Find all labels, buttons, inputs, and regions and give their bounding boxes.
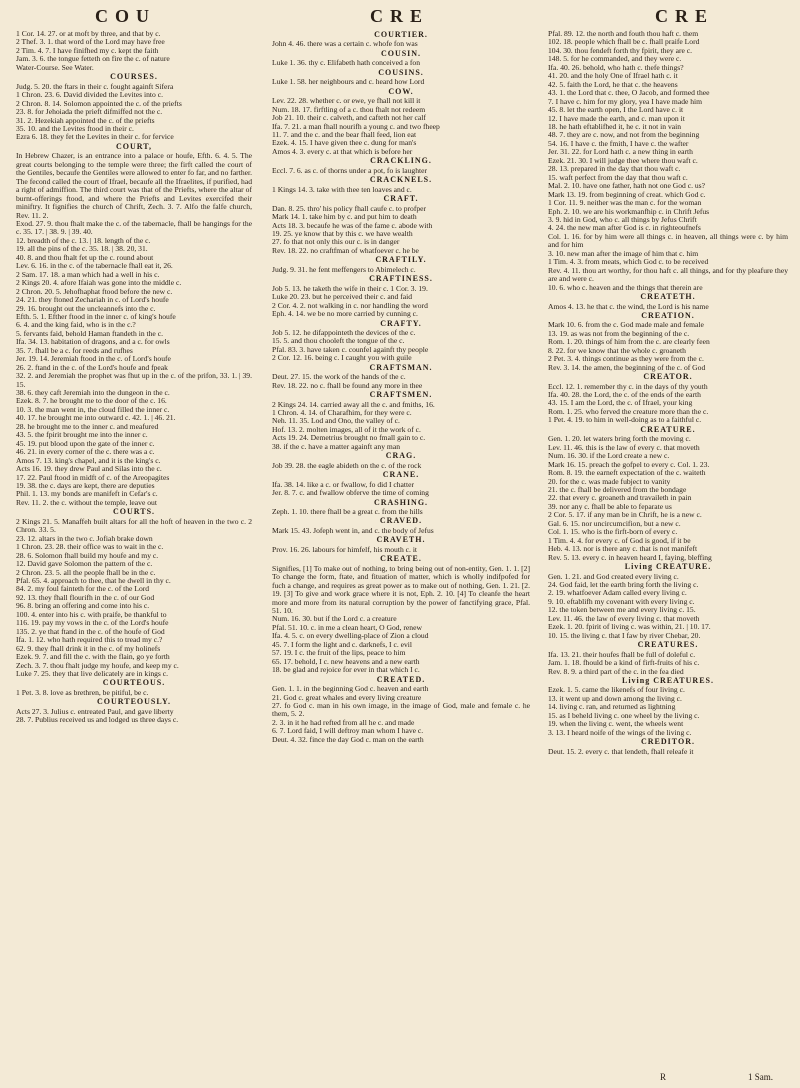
entry-line: Jam. 3. 6. the tongue fetteth on fire the c. of nature	[16, 54, 170, 64]
entry-line: 43. 1. the Lord that c. thee, O Jacob, and formed thee	[548, 88, 710, 98]
entry-line: 29. 16. brought out the uncleannefs into the c.	[16, 303, 156, 313]
entry-line: 27. fo that not only this our c. is in danger	[272, 237, 400, 247]
entry-line: Judg. 9. 31. he fent meffengers to Abimelech c.	[272, 264, 416, 274]
entry-line: Rev. 3. 14. the amen, the beginning of the c. of God	[548, 362, 706, 372]
entry-line: 40. 8. and thou fhalt fet up the c. round about	[16, 252, 154, 262]
entry-line: 32. 2. and Jeremiah the prophet was fhut up in the c. of the prifon, 33. 1. | 39. 15.	[16, 371, 252, 389]
entry-line: Jam. 1. 18. fhould be a kind of firft-fruits of his c.	[548, 658, 700, 668]
entry-heading: Living CREATURE.	[624, 562, 712, 572]
entry-line: 40. 17. he brought me into outward c. 42. 1. | 46. 21.	[16, 413, 176, 423]
entry-line: Phil. 1. 13. my bonds are manifeft in Cefar's c.	[16, 489, 158, 499]
entry-heading: CRAFTSMAN.	[369, 362, 433, 372]
entry-heading: COURTEOUSLY.	[96, 697, 172, 707]
entry-line: 1 Chron. 23. 28. their office was to wait in the c.	[16, 542, 164, 552]
entry-line: 46. 21. in every corner of the c. there was a c.	[16, 447, 155, 457]
entry-line: Pfal. 83. 3. have taken c. counfel againft thy people	[272, 344, 429, 354]
entry-line: 35. 10. and the Levites ftood in their c.	[16, 123, 134, 133]
entry-line: Mark 10. 6. from the c. God made male and female	[548, 320, 704, 330]
entry-line: Zech. 3. 7. thou fhalt judge my houfe, and keep my c.	[16, 660, 179, 670]
entry-line: 17. 22. Paul ftood in midft of c. of the Areopagites	[16, 472, 170, 482]
entry-heading: CRACKNELS.	[369, 175, 433, 185]
entry-line: Pfal. 51. 10. c. in me a clean heart, O God, renew	[272, 622, 422, 632]
entry-line: 62. 9. they fhall drink it in the c. of my holinefs	[16, 643, 161, 653]
entry-line: 8. 22. for we know that the whole c. groaneth	[548, 345, 686, 355]
entry-line: 42. 5. faith the Lord, he that c. the heavens	[548, 79, 678, 89]
entry-heading: COURTS.	[112, 507, 156, 517]
entry-line: 21. the c. fhall be delivered from the bondage	[548, 485, 687, 495]
entry-line: 45. 7. I form the light and c. darknefs, I c. evil	[272, 639, 413, 649]
entry-line: Signifies, [1] To make out of nothing, to bring being out of non-entity, Gen. 1. 1. [2] To change the form, ftate, and fituation of matter, which is wholly indifpofed for fuch a change, and requires as great power as to make out of nothing, Gen. 1. 21. [2. 19. [3] To give and work grace where it is not, Eph. 2. 10. [4] To cleanfe the heart more and more from its natural corruption by the power of fanctifying grace, Pfal. 51. 10.	[272, 563, 530, 615]
entry-line: 92. 13. they fhall flourifh in the c. of our God	[16, 592, 155, 602]
entry-line: 22. that every c. groaneth and travaileth in pain	[548, 493, 692, 503]
entry-heading: COURTIER.	[374, 30, 428, 39]
entry-line: 13. 19. as was not from the beginning of the c.	[548, 328, 690, 338]
entry-line: In Hebrew Chazer, is an entrance into a palace or houfe, Efth. 6. 4. 5. The great courts belonging to the temple were three; the firft called the court of the Gentiles, becaufe the Gentiles were allowed to enter fo far, and no farther. The fecond called the court of Ifrael, becaufe all the Ifraelites, if purified, had a right of admiffion. The third court was that of the Priefts, where the altar of burnt-offerings ftood, and where the Priefts and Levites exercifed their miniftry. It fignifies the church of Chrift, Zech. 3. 7. Alfo the falfe church, Rev. 11. 2.	[16, 151, 252, 220]
entry-line: 57. 19. I c. the fruit of the lips, peace to him	[272, 648, 406, 658]
entry-line: 2 Pet. 3. 4. things continue as they were from the c.	[548, 354, 704, 364]
entry-line: 12. the token between me and every living c. 15.	[548, 605, 696, 615]
entry-line: 48. 7. they are c. now, and not from the beginning	[548, 130, 700, 140]
entry-line: Mark 16. 15. preach the gofpel to every c. Col. 1. 23.	[548, 459, 710, 469]
entry-line: Rom. 1. 20. things of him from the c. are clearly feen	[548, 337, 710, 347]
column-right	[548, 30, 788, 1075]
entry-heading: CRASHING.	[373, 497, 429, 507]
entry-line: Rev. 8. 9. a third part of the c. in the fea died	[548, 666, 684, 676]
entry-line: 2 Tim. 4. 7. I have finifhed my c. kept the faith	[16, 45, 159, 55]
entry-line: Heb. 4. 13. nor is there any c. that is not manifeft	[548, 544, 698, 554]
entry-line: Ezek. 1. 5. came the likenefs of four living c.	[548, 685, 685, 695]
entry-line: 19. when the living c. went, the wheels went	[548, 719, 684, 729]
header-left: COU	[95, 6, 156, 26]
entry-line: 15. waft perfect from the day that thou waft c.	[548, 172, 688, 182]
entry-line: 1 Chron. 23. 6. David divided the Levites into c.	[16, 90, 163, 100]
entry-heading: CRAFT.	[383, 194, 419, 204]
entry-heading: CREATURE.	[640, 424, 696, 434]
entry-line: 2. 3. in it he had refted from all he c. and made	[272, 717, 415, 727]
entry-line: Ifa. 38. 14. like a c. or fwallow, fo did I chatter	[272, 479, 415, 489]
entry-line: Zeph. 1. 10. there fhall be a great c. from the hills	[272, 507, 423, 517]
entry-line: Eccl. 12. 1. remember thy c. in the days of thy youth	[548, 381, 708, 391]
entry-line: 2 Sam. 17. 18. a man which had a well in his c.	[16, 269, 160, 279]
entry-heading: CRAFTSMEN.	[369, 390, 433, 400]
entry-line: Mark 14. 1. take him by c. and put him to death	[272, 212, 417, 222]
entry-line: 2 Cor. 5. 17. if any man be in Chrift, he is a new c.	[548, 510, 702, 520]
entry-line: Ifa. 13. 21. their houfes fhall be full of doleful c.	[548, 649, 696, 659]
entry-line: Pfal. 65. 4. approach to thee, that he dwell in thy c.	[16, 576, 171, 585]
entry-line: 96. 8. bring an offering and come into his c.	[16, 601, 150, 611]
entry-line: Gen. 1. 21. and God created every living c.	[548, 571, 679, 581]
entry-heading: CRANE.	[382, 470, 420, 480]
entry-heading: CRAFTINESS.	[369, 274, 433, 284]
entry-line: Acts 18. 3. becaufe he was of the fame c. abode with	[272, 220, 433, 230]
entry-line: 23. 12. altars in the two c. Jofiah brake down	[16, 533, 153, 543]
entry-line: Pfal. 89. 12. the north and fouth thou haft c. them	[548, 30, 699, 38]
entry-line: Rev. 18. 22. no c. fhall be found any more in thee	[272, 380, 423, 390]
entry-line: 5. fervants faid, behold Haman ftandeth in the c.	[16, 328, 163, 338]
entry-line: Lev. 11. 46. the law of every living c. that moveth	[548, 613, 700, 623]
entry-heading: Living CREATURES.	[622, 675, 714, 685]
entry-line: 28. 13. prepared in the day that thou waft c.	[548, 164, 681, 174]
entry-line: Deut. 15. 2. every c. that lendeth, fhall releafe it	[548, 746, 694, 756]
header-right: CRE	[655, 6, 715, 26]
entry-line: 2. 19. whatfoever Adam called every living c.	[548, 588, 687, 598]
entry-line: 102. 18. people which fhall be c. fhall praife Lord	[548, 37, 700, 47]
entry-line: 2 Chron. 23. 5. all the people fhall be in the c.	[16, 567, 156, 577]
entry-line: Prov. 16. 26. labours for himfelf, his mouth c. it	[272, 544, 418, 554]
entry-line: Rom. 1. 25. who ferved the creature more than the c.	[548, 406, 709, 416]
entry-line: 1 Tim. 4. 4. for every c. of God is good, if it be	[548, 535, 691, 545]
entry-line: 10. 6. who c. heaven and the things that therein are	[548, 282, 703, 292]
entry-line: 3. 13. I heard noife of the wings of the living c.	[548, 727, 692, 737]
entry-line: 11. 7. and the c. and the bear fhall feed, lion eat	[272, 129, 417, 139]
entry-line: Acts 19. 24. Demetrius brought no fmall gain to c.	[272, 433, 426, 443]
entry-line: 65. 17. behold, I c. new heavens and a new earth	[272, 656, 420, 666]
entry-line: 15. as I beheld living c. one wheel by the living c.	[548, 710, 700, 720]
catchword-signature: R	[660, 1072, 667, 1082]
entry-line: Deut. 4. 32. fince the day God c. man on the earth	[272, 734, 424, 744]
entry-heading: CRACKLING.	[370, 156, 432, 166]
entry-heading: COURSES.	[110, 72, 158, 82]
entry-line: 1 Chron. 4. 14. of Charafhim, for they were c.	[272, 408, 412, 418]
entry-line: 38. if the c. have a matter againft any man	[272, 441, 400, 451]
entry-line: 135. 2. ye that ftand in the c. of the houfe of God	[16, 626, 165, 636]
entry-line: 19. all the pins of the c. 35. 18. | 38. 20, 31.	[16, 244, 148, 254]
entry-line: Water-Course. See Water.	[16, 62, 94, 72]
entry-line: 28. he brought me to the inner c. and meafured	[16, 421, 159, 431]
entry-line: 10. 3. the man went in, the cloud filled the inner c.	[16, 404, 170, 414]
entry-line: Eccl. 7. 6. as c. of thorns under a pot, fo is laughter	[272, 165, 427, 175]
entry-line: Dan. 8. 25. thro' his policy fhall caufe c. to profper	[272, 203, 427, 213]
entry-line: Num. 16. 30. but if the Lord c. a creature	[272, 614, 397, 624]
entry-heading: CRAVED.	[379, 516, 423, 526]
entry-line: Ezek. 21. 30. I will judge thee where thou waft c.	[548, 155, 698, 165]
entry-line: 21. God c. great whales and every living creature	[272, 692, 422, 702]
entry-line: 20. for the c. was made fubject to vanity	[548, 476, 671, 486]
entry-line: Mal. 2. 10. have one father, hath not one God c. us?	[548, 181, 706, 191]
entry-line: 24. 21. they ftoned Zechariah in c. of Lord's houfe	[16, 295, 169, 305]
entry-line: Mark 15. 43. Jofeph went in, and c. the body of Jefus	[272, 525, 434, 535]
entry-line: Ezra 6. 18. they fet the Levites in their c. for fervice	[16, 132, 174, 142]
entry-line: Acts 16. 19. they drew Paul and Silas into the c.	[16, 464, 162, 474]
entry-line: 12. breadth of the c. 13. | 18. length of the c.	[16, 235, 151, 245]
entry-line: Luke 7. 25. they that live delicately are in kings c.	[16, 668, 169, 678]
entry-line: Jer. 31. 22. for Lord hath c. a new thing in earth	[548, 147, 693, 157]
entry-line: Deut. 27. 15. the work of the hands of the c.	[272, 372, 406, 382]
entry-line: 23. 8. for Jehoiada the prieft difmiffed not the c.	[16, 107, 163, 117]
entry-line: 1 Pet. 3. 8. love as brethren, be pitiful, be c.	[16, 687, 149, 697]
entry-heading: COURT,	[115, 141, 152, 151]
entry-line: 39. nor any c. fhall be able to feparate us	[548, 501, 672, 511]
entry-line: 84. 2. my foul fainteth for the c. of the Lord	[16, 584, 150, 594]
header-center: CRE	[370, 6, 430, 26]
entry-line: 4. 24. the new man after God is c. in righteoufnefs	[548, 223, 701, 233]
entry-line: Ezek. 1. 20. fpirit of living c. was within, 21. | 10. 17.	[548, 622, 711, 632]
entry-line: 28. 7. Publius received us and lodged us three days c.	[16, 715, 179, 725]
entry-line: 116. 19. pay my vows in the c. of the Lord's houfe	[16, 618, 169, 628]
entry-line: Num. 18. 17. firftling of a c. thou fhalt not redeem	[272, 104, 426, 114]
entry-line: 28. 6. Solomon fhall build my houfe and my c.	[16, 550, 159, 560]
entry-line: Gen. 1. 20. let waters bring forth the moving c.	[548, 434, 691, 444]
entry-line: 2 Cor. 4. 2. not walking in c. nor handling the word	[272, 300, 428, 310]
entry-line: 2 Cor. 12. 16. being c. I caught you with guile	[272, 353, 412, 363]
entry-line: Lev. 6. 16. in the c. of the tabernacle fhall eat it, 26.	[16, 261, 173, 271]
entry-heading: CRAVETH.	[376, 535, 426, 545]
entry-line: 1 Cor. 11. 9. neither was the man c. for the woman	[548, 198, 702, 208]
entry-line: 18. be glad and rejoice for ever in that which I c.	[272, 665, 420, 675]
entry-line: 6. 4. and the king faid, who is in the c.?	[16, 320, 136, 330]
entry-heading: CREATETH.	[640, 292, 696, 302]
entry-line: Luke 1. 58. her neighbours and c. heard how Lord	[272, 77, 425, 87]
entry-line: Rev. 5. 13. every c. in heaven heard I, faying, bleffing	[548, 552, 712, 562]
column-left	[16, 30, 252, 1075]
catchword: 1 Sam.	[748, 1072, 774, 1082]
entry-heading: CREATION.	[641, 310, 695, 320]
entry-line: Ifa. 40. 26. behold, who hath c. thefe things?	[548, 62, 684, 72]
entry-line: 43. 5. the fpirit brought me into the inner c.	[16, 430, 148, 440]
column-middle	[272, 30, 530, 1075]
entry-line: Ifa. 7. 21. a man fhall nourifh a young c. and two fheep	[272, 121, 440, 131]
entry-line: Ifa. 4. 5. c. on every dwelling-place of Zion a cloud	[272, 631, 429, 641]
entry-line: 26. 2. ftand in the c. of the Lord's houfe and fpeak	[16, 362, 168, 372]
entry-line: Col. 1. 15. who is the firft-born of every c.	[548, 527, 678, 537]
entry-line: Ezek. 8. 7. he brought me to the door of the c. 16.	[16, 396, 167, 406]
entry-line: Luke 1. 36. thy c. Elifabeth hath conceived a fon	[272, 58, 421, 68]
entry-line: Neh. 11. 35. Lod and Ono, the valley of c.	[272, 416, 400, 426]
entry-line: Col. 1. 16. for by him were all things c. in heaven, all things were c. by him and for him	[548, 231, 788, 250]
entry-line: Amos 7. 13. king's chapel, and it is the king's c.	[16, 455, 161, 465]
entry-line: 15. 5. and thou chooleft the tongue of the c.	[272, 336, 405, 346]
entry-line: 2 Kings 20. 4. afore Ifaiah was gone into the middle c.	[16, 278, 182, 288]
entry-line: Jer. 8. 7. c. and fwallow obferve the time of coming	[272, 488, 429, 498]
entry-line: Lev. 11. 46. this is the law of every c. that moveth	[548, 442, 700, 452]
entry-line: 6. 7. Lord faid, I will deftroy man whom I have c.	[272, 726, 424, 736]
entry-line: Gen. 1. 1. in the beginning God c. heaven and earth	[272, 684, 429, 694]
entry-line: Judg. 5. 20. the ftars in their c. fought againft Sifera	[16, 81, 174, 91]
entry-line: 9. 10. eftablifh my covenant with every living c.	[548, 596, 695, 606]
entry-line: 2 Kings 21. 5. Manaffeh built altars for all the hoft of heaven in the two c. 2 Chron. 33. 5.	[16, 516, 252, 535]
entry-line: Rom. 8. 19. the earneft expectation of the c. waiteth	[548, 468, 706, 478]
entry-line: Eph. 2. 10. we are his workmanfhip c. in Chrift Jefus	[548, 206, 710, 216]
entry-line: 2 Thef. 3. 1. that word of the Lord may have free	[16, 37, 165, 47]
entry-heading: CREATOR.	[643, 372, 693, 382]
entry-line: Amos 4. 13. he that c. the wind, the Lord is his name	[548, 301, 709, 311]
entry-line: John 4. 46. there was a certain c. whofe fon was	[272, 39, 418, 49]
entry-line: Ifa. 40. 28. the Lord, the c. of the ends of the earth	[548, 390, 701, 400]
entry-line: 7. I have c. him for my glory, yea I have made him	[548, 96, 703, 106]
entry-line: 100. 4. enter into his c. with praife, be thankful to	[16, 609, 167, 619]
entry-line: 2 Chron. 20. 5. Jehofhaphat ftood before the new c.	[16, 286, 173, 296]
entry-heading: CRAFTILY.	[375, 255, 427, 265]
entry-line: 2 Kings 24. 14. carried away all the c. and fmiths, 16.	[272, 399, 435, 409]
entry-line: 1 Tim. 4. 3. from meats, which God c. to be received	[548, 257, 709, 267]
entry-line: 10. 15. the living c. that I faw by river Chebar, 20.	[548, 630, 701, 640]
entry-heading: CREDITOR.	[641, 737, 695, 747]
entry-line: 3. 10. new man after the image of him that c. him	[548, 248, 699, 258]
entry-heading: COURTEOUS.	[102, 678, 166, 688]
entry-line: 148. 5. for he commanded, and they were c.	[548, 54, 682, 64]
entry-line: Luke 20. 23. but he perceived their c. and faid	[272, 292, 413, 302]
entry-line: Mark 13. 19. from beginning of creat. which God c.	[548, 189, 706, 199]
entry-line: 45. 19. put blood upon the gate of the inner c.	[16, 438, 155, 448]
entry-line: Rev. 18. 22. no craftfman of whatfoever c. he be	[272, 245, 419, 255]
entry-line: Gal. 6. 15. nor uncircumcifion, but a new c.	[548, 518, 681, 528]
entry-line: Exod. 27. 9. thou fhalt make the c. of the tabernacle, fhall be hangings for the c. 35. 17. | 38. 9. | 39. 40.	[16, 218, 252, 237]
entry-line: 1 Kings 14. 3. take with thee ten loaves and c.	[272, 184, 412, 194]
entry-line: Job 39. 28. the eagle abideth on the c. of the rock	[272, 460, 422, 470]
entry-heading: CRAG.	[385, 451, 417, 461]
entry-line: 45. 8. let the earth open, I the Lord have c. it	[548, 105, 684, 115]
entry-heading: CREATE.	[380, 554, 422, 564]
entry-line: 31. 2. Hezekiah appointed the c. of the priefts	[16, 115, 155, 125]
entry-line: 12. I have made the earth, and c. man upon it	[548, 113, 685, 123]
entry-line: Job 5. 13. he taketh the wife in their c. 1 Cor. 3. 19.	[272, 283, 428, 293]
entry-line: 12. David gave Solomon the pattern of the c.	[16, 559, 153, 569]
entry-heading: CREATURES.	[637, 640, 699, 650]
entry-heading: CREATED.	[376, 674, 426, 684]
entry-line: 41. 20. and the holy One of Ifrael hath c. it	[548, 71, 678, 81]
entry-heading: COUSIN.	[380, 48, 422, 58]
entry-line: Hof. 13. 2. molten images, all of it the work of c.	[272, 424, 421, 434]
entry-line: Efth. 5. 1. Efther ftood in the inner c. of king's houfe	[16, 311, 176, 321]
entry-line: 43. 15. I am the Lord, the c. of Ifrael, your king	[548, 398, 693, 408]
entry-line: Eph. 4. 14. we be no more carried by cunning c.	[272, 309, 418, 319]
entry-heading: COW.	[388, 86, 414, 96]
entry-line: 54. 16. I have c. the fmith, I have c. the wafter	[548, 138, 689, 148]
entry-line: Num. 16. 30. if the Lord create a new c.	[548, 451, 670, 461]
entry-line: Rev. 4. 11. thou art worthy, for thou haft c. all things, and for thy pleafure they are and were c.	[548, 265, 788, 284]
entry-line: 13. it went up and down among the living c.	[548, 693, 682, 703]
entry-line: Jer. 19. 14. Jeremiah ftood in the c. of Lord's houfe	[16, 354, 171, 364]
entry-line: 3. 9. hid in God, who c. all things by Jefus Chrift	[548, 214, 697, 224]
entry-line: Ezek. 9. 7. and fill the c. with the flain, go ye forth	[16, 652, 170, 662]
entry-line: Job 21. 10. their c. calveth, and cafteth not her calf	[272, 113, 426, 123]
entry-line: 24. God faid, let the earth bring forth the living c.	[548, 580, 699, 589]
entry-line: Ifa. 1. 12. who hath required this to tread my c.?	[16, 635, 163, 645]
entry-line: 1 Cor. 14. 27. or at moft by three, and that by c.	[16, 30, 161, 38]
entry-line: Acts 27. 3. Julius c. entreated Paul, and gave liberty	[16, 706, 174, 716]
entry-line: 27. fo God c. man in his own image, in the image of God, male and female c. he them, 5. 2.	[272, 700, 530, 719]
entry-line: 35. 7. fhall be a c. for reeds and rufhes	[16, 345, 133, 355]
entry-line: 104. 30. thou fendeft forth thy fpirit, they are c.	[548, 45, 693, 55]
entry-heading: COUSINS.	[378, 67, 424, 77]
entry-line: Rev. 11. 2. the c. without the temple, leave out	[16, 497, 157, 507]
entry-line: Amos 4. 3. every c. at that which is before her	[272, 146, 413, 156]
entry-line: 38. 6. they caft Jeremiah into the dungeon in the c.	[16, 388, 170, 398]
entry-line: 19. 25. ye know that by this c. we have wealth	[272, 228, 413, 238]
entry-line: 19. 38. the c. days are kept, there are deputies	[16, 481, 155, 491]
entry-line: Job 5. 12. he difappointeth the devices of the c.	[272, 327, 416, 337]
entry-line: 1 Pet. 4. 19. to him in well-doing as to a faithful c.	[548, 415, 702, 425]
entry-line: Ezek. 4. 15. I have given thee c. dung for man's	[272, 138, 417, 148]
entry-line: 14. living c. ran, and returned as lightning	[548, 702, 676, 712]
entry-line: 18. he hath eftablifhed it, he c. it not in vain	[548, 121, 682, 131]
page-header	[0, 6, 800, 28]
entry-line: Lev. 22. 28. whether c. or ewe, ye fhall not kill it	[272, 96, 421, 106]
entry-line: 2 Chron. 8. 14. Solomon appointed the c. of the priefts	[16, 98, 182, 108]
entry-heading: CRAFTY.	[380, 318, 422, 328]
entry-line: Ifa. 34. 13. habitation of dragons, and a c. for owls	[16, 337, 170, 347]
